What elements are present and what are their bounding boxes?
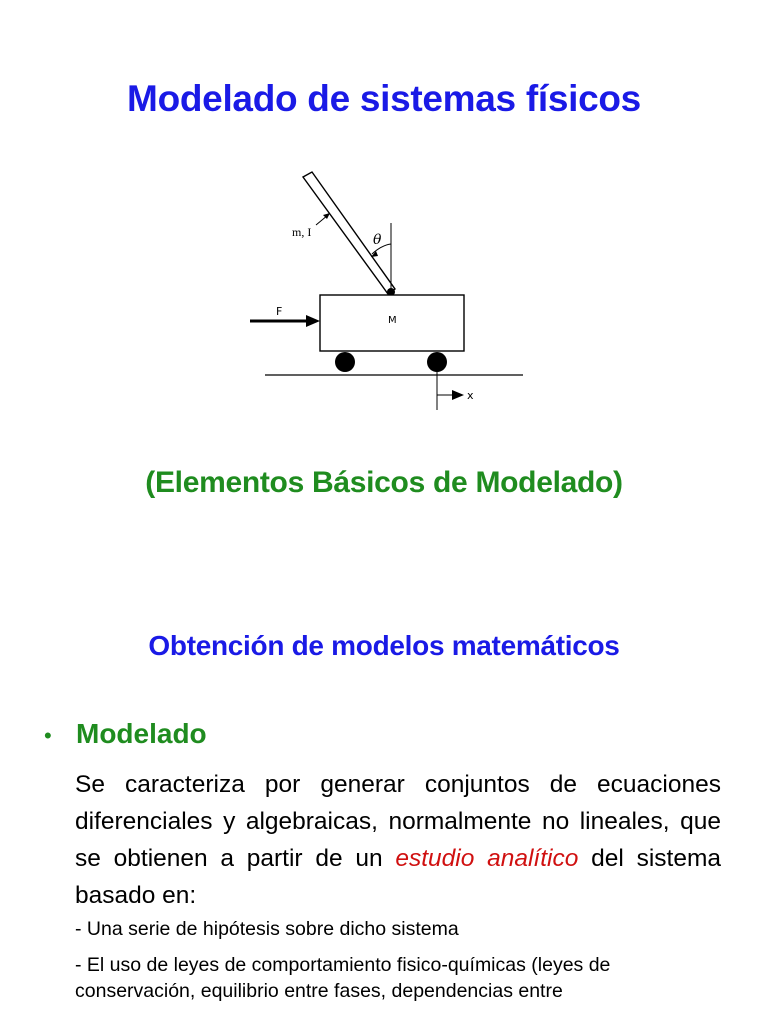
slide-title: Obtención de modelos matemáticos <box>148 630 620 661</box>
angle-label: θ <box>373 232 382 248</box>
paragraph-emphasis: estudio analítico <box>395 845 579 872</box>
bullet-heading-label: Modelado <box>76 718 207 749</box>
paragraph-text-start: Se caracteriza por generar conjuntos de ecuaciones diferenciales y algebraicas, normalmente no lineales, que se obtienen a partir de un <box>75 771 721 872</box>
pendulum-mass-label: m, I <box>292 225 312 239</box>
inverted-pendulum-diagram <box>240 165 540 420</box>
list-item: - El uso de leyes de comportamiento fisico-químicas (leyes de conservación, equilibrio entre fases, dependencias entre <box>75 954 611 1002</box>
cart-mass-label: M <box>388 315 397 326</box>
basis-list <box>75 916 735 1014</box>
slide-2 <box>0 560 768 1024</box>
x-direction-arrowhead <box>452 390 464 400</box>
x-axis-label: x <box>467 389 474 402</box>
cart-wheel-right <box>427 352 447 372</box>
slide-subtitle: (Elementos Básicos de Modelado) <box>145 466 623 499</box>
bullet-icon: • <box>44 723 52 748</box>
paragraph-text-end: del sistema basado en: <box>75 845 721 909</box>
force-label: F <box>276 305 283 318</box>
force-arrowhead <box>306 315 320 327</box>
bullet-heading <box>44 718 207 750</box>
list-item: - Una serie de hipótesis sobre dicho sistema <box>75 918 459 940</box>
cart-wheel-left <box>335 352 355 372</box>
description-paragraph <box>75 766 721 914</box>
slide-title: Modelado de sistemas físicos <box>127 78 641 119</box>
